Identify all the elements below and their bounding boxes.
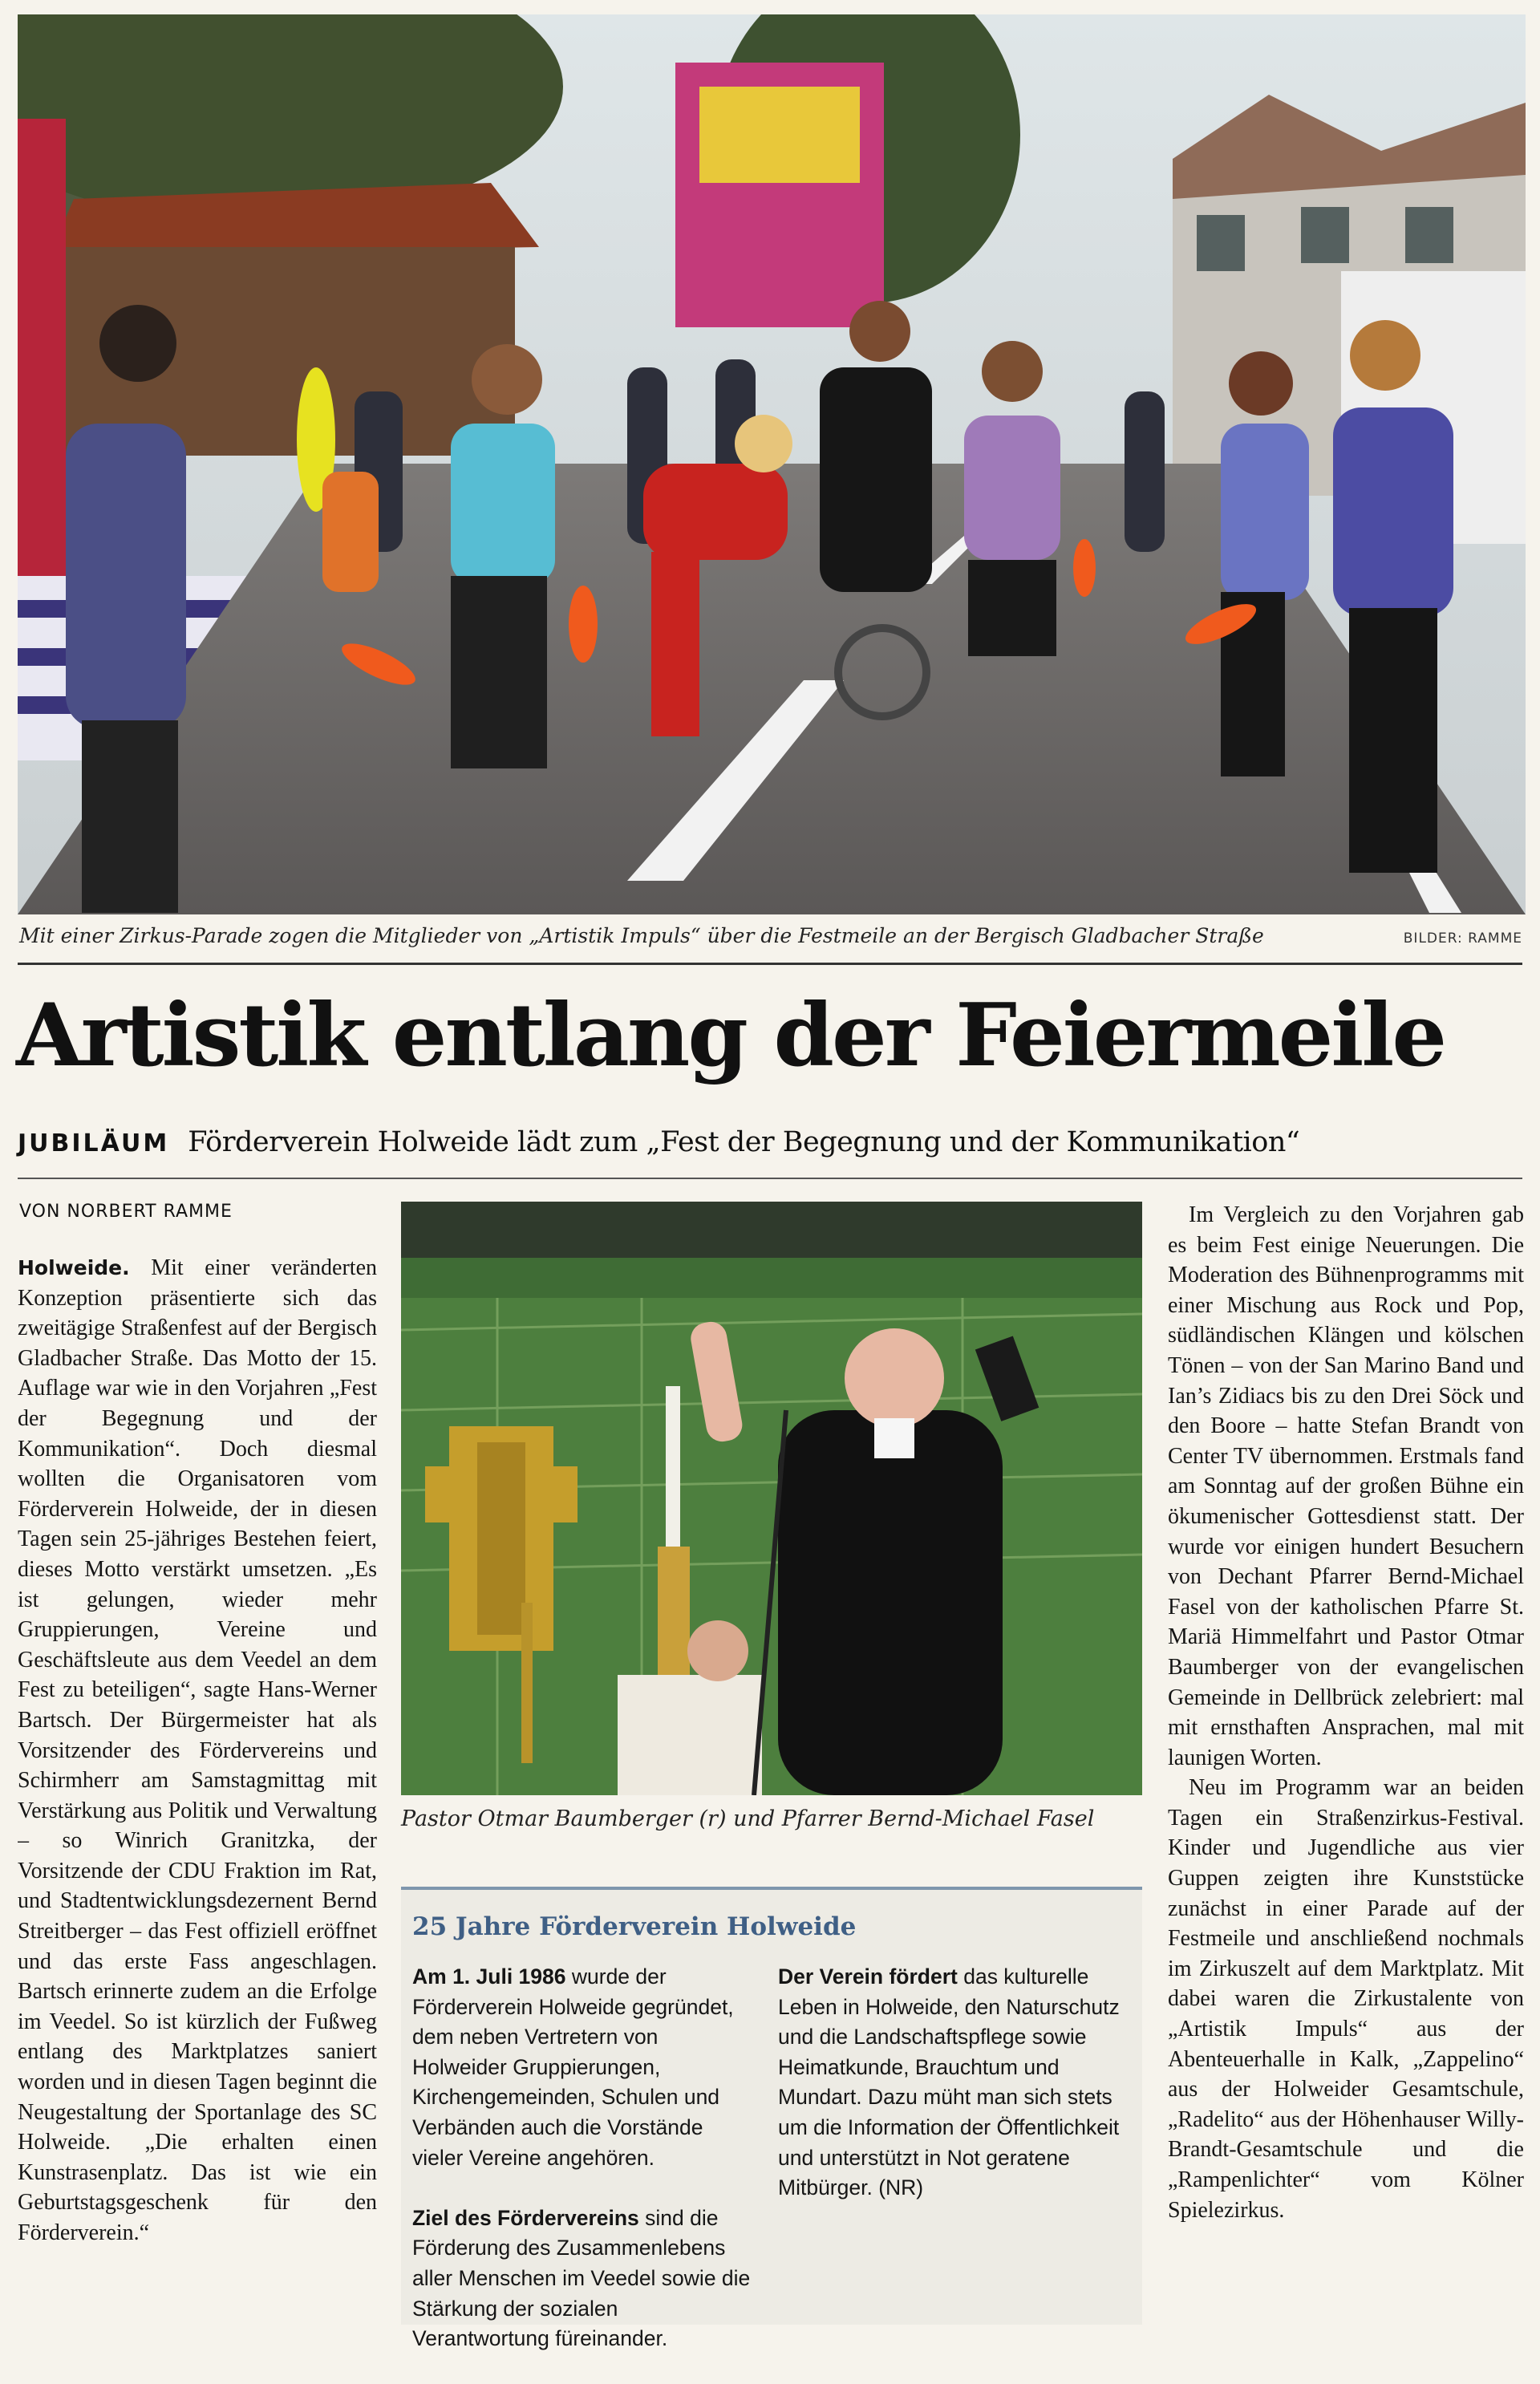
- photo-credit: BILDER: RAMME: [1403, 930, 1522, 947]
- info-lead: Ziel des Fördervereins: [412, 2205, 639, 2230]
- info-lead: Am 1. Juli 1986: [412, 1964, 566, 1989]
- kicker-row: [18, 1126, 1526, 1158]
- service-photo: [401, 1202, 1142, 1795]
- info-lead: Der Verein fördert: [778, 1964, 958, 1989]
- article-paragraph: [18, 1253, 377, 2248]
- article-paragraph: Neu im Programm war an beiden Tagen ein Straßenzirkus-Festival. Kinder und Jugendliche aus vier Guppen zeigten ihre Kunststücke zunächst in einer Parade auf der Festmeile und anschließend nochmals im Zirkuszelt auf dem Marktplatz. Mit dabei waren die Zirkustalente von „Artistik Impuls“ aus der Abenteuerhalle in Kalk, „Zappelino“ aus der Holweider Gesamtschule, „Radelito“ aus der Höhenhauser Willy-Brandt-Gesamtschule und die „Rampenlichter“ vom Kölner Spielezirkus.: [1168, 1775, 1524, 2223]
- headline: Artistik entlang der Feiermeile: [16, 985, 1445, 1086]
- info-box-column-right: [778, 1962, 1123, 2233]
- divider: [18, 1178, 1522, 1179]
- article-column-left: [18, 1253, 377, 2313]
- paragraph-text: Mit einer veränderten Konzeption präsentierte sich das zweitägige Straßenfest auf der Bergisch Gladbacher Straße. Das Motto der 15. Auflage war wie in den Vorjahren „Fest der Begegnung und der Kommunikation“. Doch diesmal wollten die Organisatoren vom Förderverein Holweide, der in diesen Tagen sein 25-jähriges Bestehen feiert, dieses Motto verstärkt umsetzen. „Es ist gelungen, wieder mehr Gruppierungen, Vereine und Geschäftsleute aus dem Veedel an dem Fest zu beteiligen“, sagte Hans-Werner Bartsch. Der Bürgermeister hat als Vorsitzender des Fördervereins und Schirmherr am Samstagmittag mit Verstärkung aus Politik und Verwaltung – so Winrich Granitzka, der Vorsitzende der CDU Fraktion im Rat, und Stadtentwicklungsdezernent Bernd Streitberger – das Fest offiziell eröffnet und das erste Fass angeschlagen. Bartsch erinnerte zudem an die Erfolge im Veedel. So ist kürzlich der Fußweg entlang des Marktplatzes saniert worden und in diesen Tagen beginnt die Neugestaltung der Sportanlage des SC Holweide. „Die erhalten einen Kunstrasenplatz. Das ist wie ein Geburtstagsgeschenk für den Förderverein.“: [18, 1255, 377, 2245]
- kicker: JUBILÄUM: [18, 1129, 170, 1158]
- byline: VON NORBERT RAMME: [19, 1202, 233, 1222]
- info-paragraph: [412, 2204, 757, 2354]
- info-text: sind die Förderung des Zusammenlebens aller Menschen im Veedel sowie die Stärkung der sozialen Verantwortung füreinander.: [412, 2205, 751, 2351]
- divider: [18, 963, 1522, 965]
- article-paragraph: Im Vergleich zu den Vorjahren gab es beim Fest einige Neuerungen. Die Moderation des Bühnenprogramms mit einer Mischung aus Rock und Pop, südländischen Klängen und kölschen Tönen – von der San Marino Band und Ian’s Zidiacs bis zu den Drei Söck und den Boore – hatte Stefan Brandt von Center TV übernommen. Erstmals fand am Sonntag auf der großen Bühne ein ökumenischer Gottesdienst statt. Der wurde vor einigen hundert Besuchern von Dechant Pfarrer Bernd-Michael Fasel von der katholischen Pfarre St. Mariä Himmelfahrt und Pastor Otmar Baumberger von der evangelischen Gemeinde in Dellbrück zelebriert: mal mit ernsthaften Ansprachen, mal mit launigen Worten.: [1168, 1202, 1524, 1770]
- info-text: das kulturelle Leben in Holweide, den Naturschutz und die Landschaftspflege sowie Heimatkunde, Brauchtum und Mundart. Dazu müht man sich stets um die Information der Öffentlichkeit und unterstützt in Not geratene Mitbürger. (NR): [778, 1964, 1120, 2200]
- info-box: [401, 1887, 1142, 2351]
- info-box-column-left: [412, 1962, 757, 2384]
- info-paragraph: [778, 1962, 1123, 2204]
- info-box-title: 25 Jahre Förderverein Holweide: [412, 1912, 857, 1941]
- article-column-right: [1168, 1200, 1524, 2313]
- street-parade-photo: [18, 14, 1526, 914]
- info-text: wurde der Förderverein Holweide gegründet, dem neben Vertretern von Holweider Gruppierungen, Kirchengemeinden, Schulen und Verbänden auch die Vorstände vieler Vereine angehören.: [412, 1964, 734, 2170]
- service-photo-caption: Pastor Otmar Baumberger (r) und Pfarrer Bernd-Michael Fasel: [401, 1806, 1095, 1831]
- subheadline: Förderverein Holweide lädt zum „Fest der Begegnung und der Kommunikation“: [188, 1126, 1300, 1158]
- dateline: Holweide.: [18, 1256, 130, 1279]
- info-paragraph: [412, 1962, 757, 2173]
- top-photo-caption: Mit einer Zirkus-Parade zogen die Mitglieder von „Artistik Impuls“ über die Festmeile an der Bergisch Gladbacher Straße: [19, 924, 1264, 947]
